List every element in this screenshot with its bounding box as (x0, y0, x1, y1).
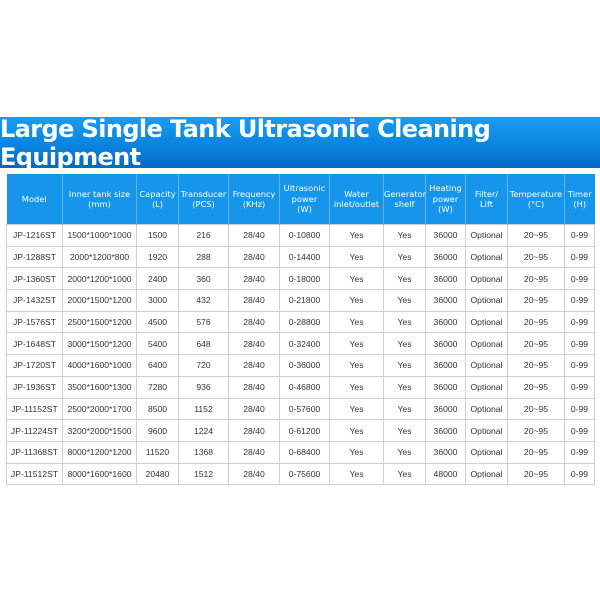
model-cell: JP-1936ST (7, 376, 63, 398)
table-cell: 28/40 (229, 463, 280, 485)
table-cell: Optional (466, 441, 508, 463)
table-cell: Yes (330, 333, 384, 355)
table-cell: Optional (466, 290, 508, 312)
table-cell: 0-99 (565, 420, 595, 442)
table-cell: 3000 (137, 290, 179, 312)
table-cell: 3500*1600*1300 (63, 376, 137, 398)
table-row (7, 441, 595, 463)
table-cell: 20~95 (508, 398, 565, 420)
column-header (565, 174, 595, 225)
column-header-line: Heating (429, 183, 462, 194)
table-cell: 36000 (426, 441, 466, 463)
table-row (7, 333, 595, 355)
table-cell: Yes (384, 246, 426, 268)
table-cell: Yes (330, 311, 384, 333)
column-header-line: Water (344, 188, 369, 199)
table-cell: Yes (330, 268, 384, 290)
table-cell: 3200*2000*1500 (63, 420, 137, 442)
column-header-line: Generator (384, 188, 427, 199)
table-cell: 0-32400 (280, 333, 330, 355)
table-cell: Yes (330, 441, 384, 463)
table-cell: 20~95 (508, 246, 565, 268)
table-cell: Optional (466, 225, 508, 247)
table-cell: 11520 (137, 441, 179, 463)
table-cell: 20~95 (508, 268, 565, 290)
table-cell: 0-10800 (280, 225, 330, 247)
model-cell: JP-11224ST (7, 420, 63, 442)
table-cell: Optional (466, 420, 508, 442)
table-cell: 0-99 (565, 355, 595, 377)
table-cell: Yes (384, 398, 426, 420)
table-cell: Yes (384, 376, 426, 398)
spec-table-container (6, 174, 594, 485)
table-cell: Yes (384, 355, 426, 377)
page-title: Large Single Tank Ultrasonic Cleaning Equipment (0, 114, 491, 171)
table-cell: 36000 (426, 398, 466, 420)
table-cell: 20~95 (508, 290, 565, 312)
table-cell: Yes (330, 398, 384, 420)
table-cell: 28/40 (229, 311, 280, 333)
table-cell: 20~95 (508, 463, 565, 485)
table-cell: 1512 (179, 463, 229, 485)
table-cell: Yes (330, 420, 384, 442)
column-header (179, 174, 229, 225)
table-cell: 28/40 (229, 246, 280, 268)
table-cell: 0-14400 (280, 246, 330, 268)
column-header-line: Timer (567, 188, 592, 199)
table-cell: 936 (179, 376, 229, 398)
table-cell: 48000 (426, 463, 466, 485)
column-header-line: Capacity (139, 188, 176, 199)
column-header-line: Temperature (509, 188, 563, 199)
table-header-row (7, 174, 595, 225)
column-header-line: Lift (480, 199, 493, 209)
table-cell: 20480 (137, 463, 179, 485)
table-cell: 20~95 (508, 225, 565, 247)
table-cell: Optional (466, 333, 508, 355)
table-cell: 0-99 (565, 376, 595, 398)
table-cell: 0-57600 (280, 398, 330, 420)
table-cell: 36000 (426, 355, 466, 377)
table-cell: 0-18000 (280, 268, 330, 290)
column-header-line: power (432, 193, 459, 204)
column-header-line: (H) (573, 199, 587, 209)
table-row (7, 420, 595, 442)
column-header-line: Ultrasonic (283, 183, 326, 194)
table-cell: Yes (384, 268, 426, 290)
table-cell: 0-36000 (280, 355, 330, 377)
table-cell: Yes (384, 290, 426, 312)
table-cell: Yes (384, 225, 426, 247)
table-cell: 28/40 (229, 333, 280, 355)
table-cell: 9600 (137, 420, 179, 442)
table-cell: 1500 (137, 225, 179, 247)
column-header (330, 174, 384, 225)
table-cell: 28/40 (229, 441, 280, 463)
table-cell: 0-28800 (280, 311, 330, 333)
table-cell: 20~95 (508, 420, 565, 442)
table-cell: Yes (330, 290, 384, 312)
table-row (7, 225, 595, 247)
table-cell: 2000*1200*1000 (63, 268, 137, 290)
model-cell: JP-1288ST (7, 246, 63, 268)
column-header-line: (PCS) (192, 199, 215, 209)
model-cell: JP-11152ST (7, 398, 63, 420)
table-row (7, 376, 595, 398)
table-cell: 0-75600 (280, 463, 330, 485)
table-cell: 36000 (426, 333, 466, 355)
table-cell: 28/40 (229, 420, 280, 442)
model-cell: JP-1576ST (7, 311, 63, 333)
table-cell: 28/40 (229, 376, 280, 398)
column-header-line: inlet/outlet (333, 199, 380, 209)
table-cell: Optional (466, 268, 508, 290)
table-cell: 36000 (426, 420, 466, 442)
table-cell: 36000 (426, 246, 466, 268)
column-header-line: (mm) (88, 199, 111, 209)
table-cell: Yes (384, 441, 426, 463)
column-header-line: (KHz) (242, 199, 266, 209)
table-cell: 0-99 (565, 268, 595, 290)
table-cell: 28/40 (229, 290, 280, 312)
table-cell: 36000 (426, 311, 466, 333)
table-cell: 8000*1200*1200 (63, 441, 137, 463)
column-header-line: (W) (438, 204, 453, 215)
table-cell: 720 (179, 355, 229, 377)
table-cell: 360 (179, 268, 229, 290)
table-cell: Optional (466, 398, 508, 420)
table-cell: 0-46800 (280, 376, 330, 398)
title-banner (0, 114, 600, 171)
table-cell: Optional (466, 311, 508, 333)
table-row (7, 311, 595, 333)
table-cell: 20~95 (508, 355, 565, 377)
table-cell: Yes (384, 463, 426, 485)
table-cell: 2000*1500*1200 (63, 290, 137, 312)
table-row (7, 290, 595, 312)
table-cell: 432 (179, 290, 229, 312)
table-row (7, 355, 595, 377)
column-header-line: Frequency (232, 188, 276, 199)
column-header-line: Inner tank size (68, 188, 131, 199)
table-cell: Yes (384, 420, 426, 442)
column-header-line: (W) (297, 204, 312, 215)
table-cell: Optional (466, 376, 508, 398)
column-header (426, 174, 466, 225)
table-cell: 0-61200 (280, 420, 330, 442)
table-cell: 2000*1200*800 (63, 246, 137, 268)
table-cell: 36000 (426, 225, 466, 247)
table-row (7, 268, 595, 290)
column-header-line: power (291, 193, 318, 204)
column-header (63, 174, 137, 225)
table-row (7, 398, 595, 420)
table-cell: 0-99 (565, 311, 595, 333)
table-cell: 1920 (137, 246, 179, 268)
table-cell: 1224 (179, 420, 229, 442)
table-cell: 0-99 (565, 333, 595, 355)
table-cell: 4000*1600*1000 (63, 355, 137, 377)
table-row (7, 246, 595, 268)
column-header-line: Model (21, 193, 47, 204)
column-header (280, 174, 330, 225)
table-cell: 0-99 (565, 225, 595, 247)
table-cell: Yes (330, 463, 384, 485)
table-cell: 36000 (426, 290, 466, 312)
table-cell: 28/40 (229, 398, 280, 420)
column-header (466, 174, 508, 225)
table-body (7, 225, 595, 485)
spec-table (6, 174, 595, 485)
table-cell: 0-99 (565, 441, 595, 463)
model-cell: JP-1360ST (7, 268, 63, 290)
table-cell: Yes (330, 246, 384, 268)
table-cell: 20~95 (508, 441, 565, 463)
table-cell: 2400 (137, 268, 179, 290)
model-cell: JP-1216ST (7, 225, 63, 247)
table-cell: 28/40 (229, 268, 280, 290)
table-cell: 2500*1500*1200 (63, 311, 137, 333)
table-cell: Optional (466, 246, 508, 268)
table-cell: 0-21800 (280, 290, 330, 312)
table-cell: 20~95 (508, 376, 565, 398)
table-cell: Yes (384, 333, 426, 355)
table-cell: Optional (466, 355, 508, 377)
table-cell: 1152 (179, 398, 229, 420)
column-header (137, 174, 179, 225)
table-cell: 2500*2000*1700 (63, 398, 137, 420)
table-cell: 6400 (137, 355, 179, 377)
table-cell: 0-99 (565, 290, 595, 312)
table-cell: 0-68400 (280, 441, 330, 463)
table-cell: 36000 (426, 268, 466, 290)
column-header (7, 174, 63, 225)
table-cell: Yes (330, 376, 384, 398)
table-cell: 1500*1000*1000 (63, 225, 137, 247)
table-cell: 3000*1500*1200 (63, 333, 137, 355)
model-cell: JP-11368ST (7, 441, 63, 463)
column-header (229, 174, 280, 225)
table-cell: 0-99 (565, 463, 595, 485)
table-row (7, 463, 595, 485)
table-cell: 0-99 (565, 246, 595, 268)
table-cell: 4500 (137, 311, 179, 333)
table-cell: 28/40 (229, 225, 280, 247)
table-cell: 216 (179, 225, 229, 247)
table-cell: 8000*1600*1600 (63, 463, 137, 485)
table-cell: 8500 (137, 398, 179, 420)
column-header (508, 174, 565, 225)
table-cell: Optional (466, 463, 508, 485)
table-cell: 36000 (426, 376, 466, 398)
table-cell: 7280 (137, 376, 179, 398)
table-cell: Yes (330, 355, 384, 377)
column-header-line: (L) (151, 199, 164, 209)
table-cell: 288 (179, 246, 229, 268)
table-cell: Yes (384, 311, 426, 333)
table-cell: Yes (330, 225, 384, 247)
model-cell: JP-1648ST (7, 333, 63, 355)
column-header-line: (°C) (527, 199, 545, 209)
table-cell: 648 (179, 333, 229, 355)
column-header-line: Transducer (180, 188, 227, 199)
model-cell: JP-1432ST (7, 290, 63, 312)
column-header (384, 174, 426, 225)
table-cell: 20~95 (508, 311, 565, 333)
table-cell: 576 (179, 311, 229, 333)
table-cell: 5400 (137, 333, 179, 355)
table-cell: 0-99 (565, 398, 595, 420)
table-cell: 1368 (179, 441, 229, 463)
column-header-line: shelf (394, 199, 415, 209)
model-cell: JP-1720ST (7, 355, 63, 377)
table-cell: 20~95 (508, 333, 565, 355)
model-cell: JP-11512ST (7, 463, 63, 485)
table-cell: 28/40 (229, 355, 280, 377)
column-header-line: Filter/ (474, 188, 499, 199)
